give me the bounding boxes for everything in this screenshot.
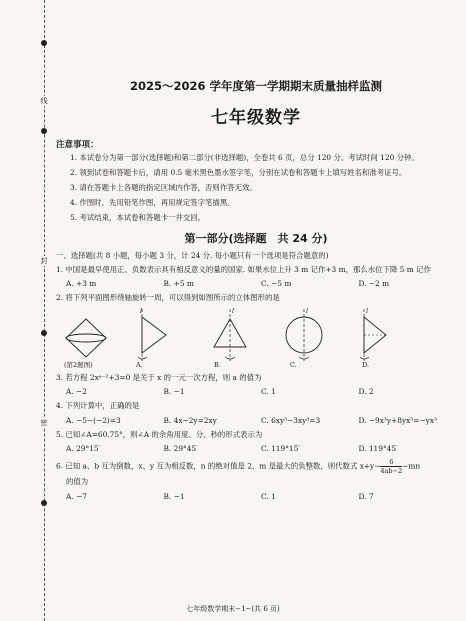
- margin-label-sealed: 密: [36, 418, 52, 428]
- option-d: D. 119°45′: [358, 444, 398, 453]
- question-3-options: [56, 384, 456, 399]
- page-footer: 七年级数学期末−1−(共 6 页): [186, 605, 280, 613]
- option-b: B. −1: [163, 387, 185, 396]
- figure-caption: (第2题图): [64, 360, 93, 369]
- option-a: A. −5−(−2)=3: [66, 415, 121, 425]
- notice-item: 3. 请在答题卡上各题的指定区域内作答，否则作答无效。: [70, 183, 257, 192]
- notice-item: 5. 考试结束，本试卷和答题卡一并交回。: [70, 213, 206, 222]
- question-1-options: [56, 276, 456, 291]
- section-heading: 一、选择题(共 8 小题，每小题 3 分，计 24 分. 每小题只有一个选项是符合题意的): [56, 251, 329, 260]
- question-5-options: [56, 441, 456, 456]
- option-b: B. 4x−2y=2xy: [163, 415, 217, 425]
- binding-hole: [41, 500, 47, 506]
- question-3-stem: 3. 若方程 2xᵃ⁻²+3=0 是关于 x 的一元一次方程，则 a 的值为: [56, 372, 262, 382]
- fraction: [380, 458, 402, 475]
- option-b: B. 29°45′: [163, 444, 198, 453]
- option-d: D. −2 m: [358, 279, 390, 288]
- option-d: D. 2: [358, 387, 374, 396]
- question-4-options: [56, 413, 456, 428]
- question-4-stem: 4. 下列计算中，正确的是: [56, 401, 140, 410]
- part-one-title: 第一部分(选择题 共 24 分): [184, 232, 328, 245]
- option-b-label: B.: [214, 360, 221, 369]
- margin-label-seal: 封: [36, 256, 52, 266]
- binding-hole: [41, 330, 47, 336]
- question-6-stem: [56, 458, 456, 475]
- option-b: B. +5 m: [163, 279, 194, 288]
- notice-item: 1. 本试卷分为第一部分(选择题)和第二部分(非选择题)，全卷共 6 页，总分 120 分。考试时间 120 分钟。: [70, 153, 419, 162]
- notice-item: 2. 领到试卷和答题卡后，请用 0.5 毫米黑色墨水签字笔，分别在试卷和答题卡上填写姓名和准考证号。: [70, 168, 407, 177]
- option-c-figure: [280, 307, 328, 363]
- question-6-tail: −mn: [402, 461, 421, 471]
- notice-item: 4. 作图时，先用铅笔作图，再用规定签字笔描黑。: [70, 198, 235, 207]
- binding-hole: [41, 128, 47, 134]
- option-a: A. 29°15′: [66, 444, 101, 453]
- exam-title: 2025～2026 学年度第一学期期末质量抽样监测: [129, 79, 382, 93]
- option-d-figure: [356, 307, 396, 363]
- option-d-label: D.: [362, 360, 370, 369]
- binding-dashed-line: [44, 0, 46, 621]
- option-c: C. 6xy³−3xy³=3: [261, 415, 321, 425]
- double-cone-figure: [62, 317, 110, 359]
- option-c-label: C.: [290, 360, 297, 369]
- option-a-figure: [136, 307, 176, 363]
- option-d: D. 7: [358, 491, 374, 501]
- binding-hole: [41, 40, 47, 46]
- question-6-options: [56, 489, 456, 504]
- option-a: A. −7: [66, 491, 87, 501]
- question-5-stem: 5. 已知∠A=60.75°，则∠A 的余角用度、分、秒的形式表示为: [56, 429, 263, 439]
- question-6-end: 的值为: [66, 477, 89, 486]
- fraction-denominator: 4ab−2: [380, 467, 403, 475]
- notice-heading: 注意事项：: [56, 140, 99, 150]
- option-a: A. +3 m: [66, 279, 97, 288]
- option-c: C. 1: [261, 387, 276, 396]
- fraction-numerator: 6: [380, 458, 402, 467]
- exam-page: [56, 78, 456, 504]
- margin-label-line: 线: [36, 96, 52, 106]
- axis-label: l: [306, 306, 309, 315]
- option-b: B. −1: [163, 491, 185, 501]
- axis-label: l: [140, 306, 143, 315]
- axis-label: l: [366, 306, 369, 315]
- option-a: A. −2: [66, 387, 87, 396]
- subject-title: 七年级数学: [211, 108, 301, 128]
- option-c: C. 119°15′: [261, 444, 300, 453]
- axis-label: l: [232, 306, 235, 315]
- option-c: C. 1: [261, 491, 276, 501]
- question-2-stem: 2. 将下列平面图形绕轴旋转一周，可以得到如图所示的立体图形的是: [56, 293, 280, 302]
- question-1-stem: 1. 中国是最早使用正、负数表示具有相反意义的量的国家. 如果水位上升 3 m 记作+3 m，那么水位下降 5 m 记作: [56, 264, 431, 274]
- question-2-figures: [56, 305, 456, 371]
- question-6-text: 6. 已知 a、b 互为倒数，x、y 互为相反数，n 的绝对值是 2，m 是最大的负整数，则代数式 x+y−: [56, 461, 381, 471]
- option-b-figure: [208, 307, 252, 363]
- option-a-label: A.: [136, 360, 143, 369]
- option-c: C. −5 m: [261, 279, 292, 288]
- option-d: D. −9x³y+8yx³=−yx³: [358, 415, 437, 425]
